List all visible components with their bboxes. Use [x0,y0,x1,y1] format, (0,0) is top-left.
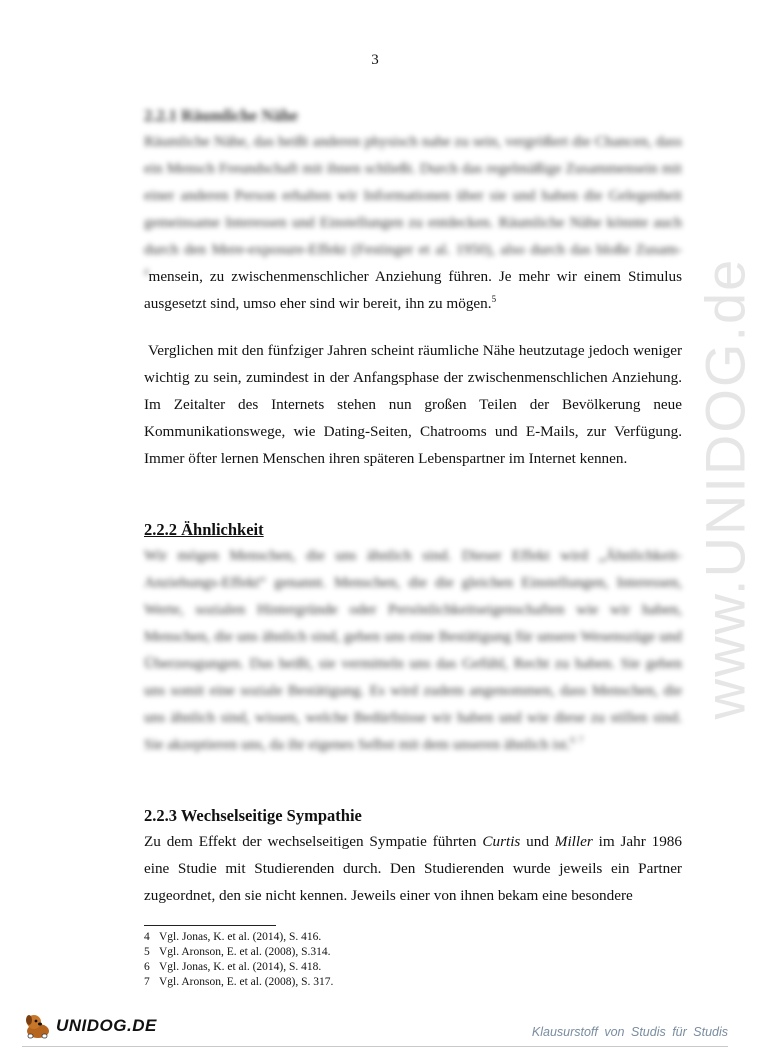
footer-divider [22,1046,728,1047]
visible-text: mensein, zu zwischenmenschlicher Anziehung führen. Je mehr wir einem Stimulus ausgesetzt sind, umso eher sind wir bereit, ihn zu mögen. [144,268,682,312]
footer-slogan: Klausurstoff von Studis für Studis [531,1025,728,1039]
side-watermark-text: www.UNIDOG.de [693,257,757,719]
section-heading-aehnlichkeit: 2.2.2 Ähnlichkeit [144,520,264,539]
blurred-text: Räumliche Nähe, das heißt anderen physisch nahe zu sein, vergrößert die Chancen, dass ein Mensch Freundschaft mit ihnen schließt. Durch das regelmäßige Zusammensein mit einer anderen Person erhalten wir Informationen über sie und haben die Gelegenheit gemeinsame Interessen und Einstellungen zu entdecken. Räumliche Nähe könnte auch durch den Mere-exposure-Effekt (Festinger et al. 1950), also durch das bloße Zusam- [144,133,682,258]
section-heading-raeumliche-naehe: 2.2.1 Räumliche Nähe [144,106,298,125]
section-heading-wechselseitige-sympathie: 2.2.3 Wechselseitige Sympathie [144,806,362,825]
author-name: Miller [554,833,593,850]
paragraph-text: im Jahr 1986 eine Studie mit Studierenden durch. Den Studierenden wurde jeweils ein Partner zugeordnet, den sie nicht kennen. Jeweils einer von ihnen bekam eine besondere [144,833,682,904]
footnote-item [144,975,333,990]
section-paragraph-internet [144,337,682,472]
footnote-item [144,930,333,945]
footnotes [144,930,333,990]
footnote-text: Vgl. Jonas, K. et al. (2014), S. 418. [159,961,322,973]
paragraph-text: Verglichen mit den fünfziger Jahren scheint räumliche Nähe heutzutage jedoch weniger wichtig zu sein, zumindest in der Anfangsphase der zwischenmenschlichen Anziehung. Im Zeitalter des Internets stehen nun großen Teilen der Bevölkerung neue Kommunikationswege, wie Dating-Seiten, Chatrooms und E-Mails, zur Verfügung. Immer öfter lernen Menschen ihren späteren Lebenspartner im Internet kennen. [144,342,682,467]
section-paragraph-sympathie [144,828,682,909]
footnote-text: Vgl. Jonas, K. et al. (2014), S. 416. [159,931,322,943]
section-paragraph-aehnlichkeit [144,542,682,758]
footnote-number: 6 [144,961,150,973]
footnote-number: 5 [144,946,150,958]
footnote-text: Vgl. Aronson, E. et al. (2008), S. 317. [159,976,334,988]
footnote-item [144,945,333,960]
footnote-ref: 6 [570,734,575,745]
unidog-logo[interactable] [22,1012,157,1040]
logo-text: UNIDOG.DE [56,1016,157,1035]
footnote-ref: 4 [144,266,149,277]
page-number: 3 [371,52,379,68]
footnote-item [144,960,333,975]
side-watermark [690,248,760,728]
section-paragraph-raeumliche-naehe [144,128,682,317]
footnote-ref: 5 [491,293,497,304]
paragraph-text: und [520,833,555,850]
footnote-ref: 7 [578,734,584,745]
blurred-text: Wir mögen Menschen, die uns ähnlich sind. Dieser Effekt wird „Ähnlichkeit-Anziehungs-Effekt“ genannt. Menschen, die die gleichen Einstellungen, Interessen, Werte, sozialen Hintergründe oder Persönlichkeitseigenschaften wie wir haben, Menschen, die uns ähnlich sind, geben uns eine Bestätigung für unsere Wesenszüge und Überzeugungen. Das heißt, sie vermitteln uns das Gefühl, Recht zu haben. Sie geben uns somit eine soziale Bestätigung. Es wird zudem angenommen, dass Menschen, die uns ähnlich sind, wissen, welche Bedürfnisse wir haben und wie diese zu stillen sind. Sie akzeptieren uns, da ihr eigenes Selbst mit dem unseren ähnlich ist. [144,547,682,753]
footnote-text: Vgl. Aronson, E. et al. (2008), S.314. [159,946,331,958]
footnote-number: 4 [144,931,150,943]
footnote-number: 7 [144,976,150,988]
author-name: Curtis [482,833,521,850]
footnote-divider [144,925,276,926]
page-content [144,104,682,909]
paragraph-text: Zu dem Effekt der wechselseitigen Sympatie führten [144,833,483,850]
dog-mascot-icon [22,1012,54,1040]
